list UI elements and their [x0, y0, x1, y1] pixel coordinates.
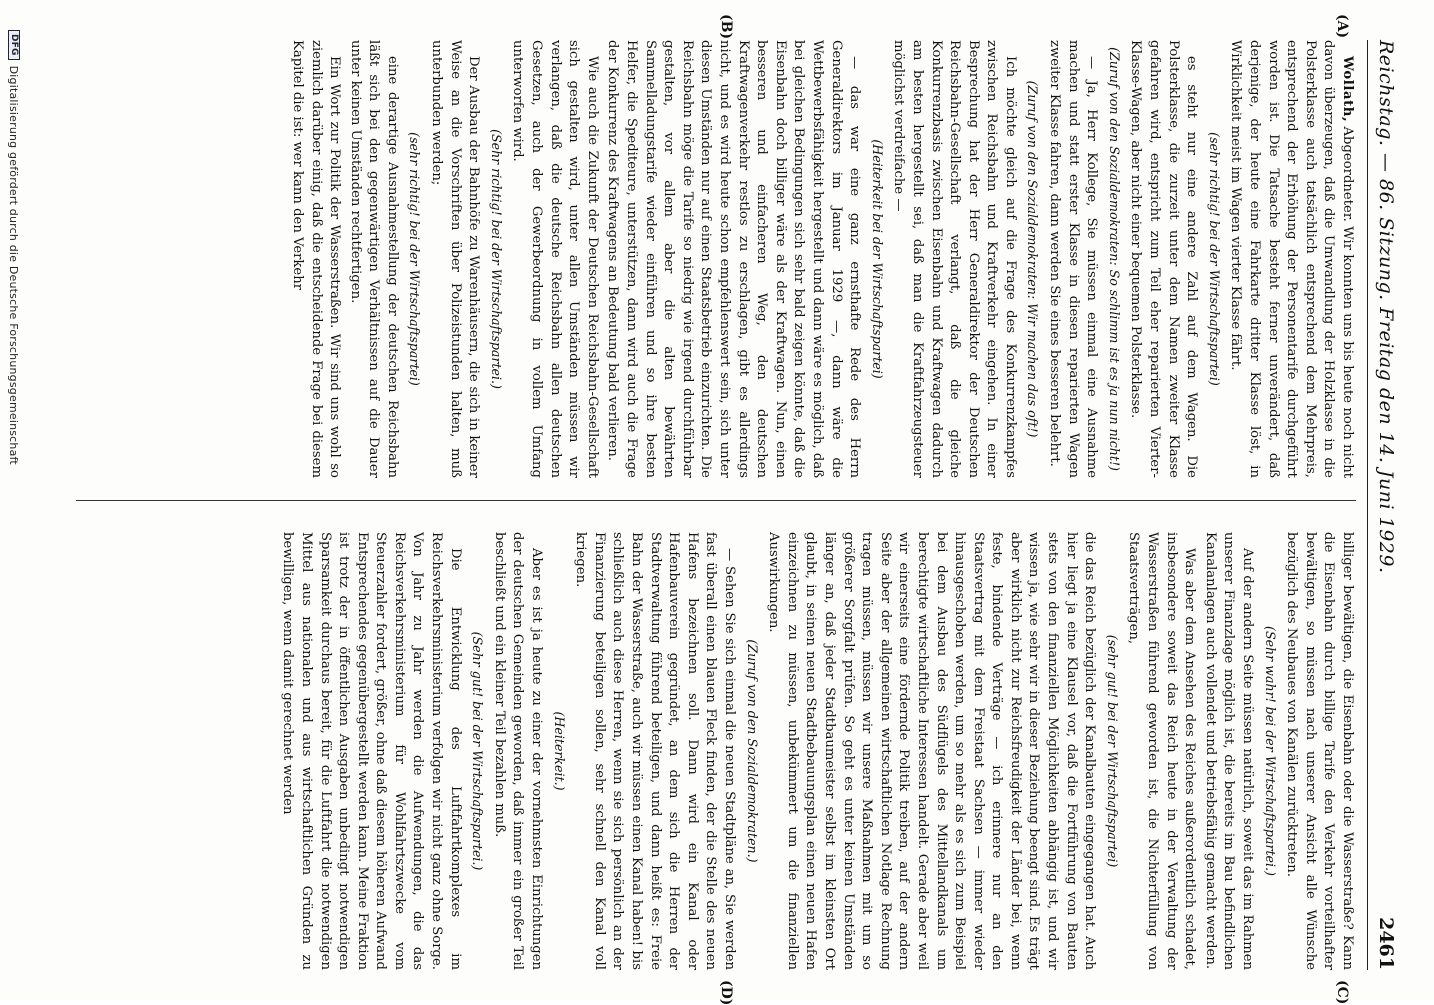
paragraph [603, 40, 863, 478]
paragraph-text: Was aber dem Ansehen des Reiches außerordentlich schadet, insbesondere soweit das Reich heute in der Verwaltung der Wasserstraßen führend geworden ist, die Nichterfüllung von Staatsverträgen, [1126, 532, 1198, 970]
stage-direction: (Zuruf von den Sozialdemokraten: So schlimm ist es ja nun nicht!) [1106, 47, 1122, 471]
margin-marker-d: (D) [718, 980, 734, 1005]
paragraph [1045, 40, 1101, 478]
paragraph [764, 532, 1099, 970]
paragraph [571, 532, 738, 970]
paragraph [1282, 532, 1356, 970]
credit-text: Digitalisierung gefördert durch die Deutsche Forschungsgemeinschaft [7, 65, 21, 465]
paragraph-text: Ich möchte gleich auf die Frage des Konkurrenzkampfes zwischen Reichsbahn und Kraftverkehr eingehen. In einer Besprechung hat der Herr Generaldirektor der Deutschen Reichsbahn-Gesellschaft verlangt, daß die gleiche Konkurrenzbasis zwischen Eisenbahn und Kraftwagen dadurch am besten hergestellt sei, daß man die Kraftfahrzeugsteuer möglichst verdreifache — [891, 40, 1018, 478]
paragraph-text: — Ja, Herr Kollege, Sie müssen einmal eine Ausnahme machen und statt erster Klasse in diesen reparierten Wagen zweiter Klasse fahren, dann werden Sie eines besseren belehrt. [1047, 40, 1100, 478]
paragraph-text: Abgeordneter. Wir konnten uns bis heute noch nicht davon überzeugen, daß die Umwandlung der Holzklasse in die Polsterklasse auch tatsächlich entsprechend dem Mehrpreis, entsprechend der Erhöhung der Personentarife durchgeführt worden ist. Die Tatsache besteht ferner unverändert, daß derjenige, der heute eine Fahrkarte dritter Klasse löst, in Wirklichkeit meist im Wagen vierter Klasse fährt. [1228, 40, 1355, 478]
digitization-credit [4, 30, 24, 970]
page-number: 2461 [1375, 917, 1397, 970]
paragraph-text: Wie auch die Zukunft der Deutschen Reichsbahn-Gesellschaft sich gestalten wird, unter allen Umständen müssen wir verlangen, daß die deutsche Reichsbahn allen deutschen Gesetzen, auch der Gewerbeordnung in vollem Umfang unterworfen wird. [510, 40, 600, 478]
header-title: Reichstag. — 86. Sitzung. Freitag den 14. Juni 1929. [1375, 40, 1397, 574]
paragraph [489, 532, 545, 970]
paragraph [1226, 40, 1356, 478]
paragraph [1124, 532, 1198, 970]
paragraph-text: die das Reich bezüglich der Kanalbauten eingegangen hat. Auch hier liegt ja eine Klausel vor, daß die Fortführung von Bauten stets von den finanziellen Möglichkeiten abhängig ist, und wir wissen ja, wie sehr wir in dieser Beziehung beengt sind. Es trägt aber wirklich nicht zur Reichsfreudigkeit der Länder bei, wenn feste, bindende Verträge — ich erinnere nur an den Staatsvertrag mit dem Freistaat Sachsen — immer wieder hinausgeschoben werden, um so mehr als es sich zum Beispiel bei dem Ausbau des Südflügels des Mittellandkanals um berechtigte wirtschaftliche Interessen handelt. Gerade aber weil wir einerseits eine fördernde Politik treiben, auf der andern Seite aber der allgemeinen wirtschaftlichen Notlage Rechnung tragen müssen, müssen wir unsere Maßnahmen mit um so größerer Sorgfalt prüfen. So geht es unter keinen Umständen länger an, daß jeder Stadtbaumeister selbst im kleinsten Ort glaubt, in seinen neuen Stadtbebauungsplan einen neuen Hafen einzeichnen zu müssen, unbekümmert um die finanziellen Auswirkungen. [766, 532, 1098, 970]
paragraph-text: billiger bewältigen, die Eisenbahn oder die Wasserstraße? Kann die Eisenbahn durch billige Tarife den Verkehr vorteilhafter bewältigen, so müssen nach unserer Ansicht alle Wünsche bezüglich des Neubaues von Kanälen zurücktreten. [1284, 532, 1355, 970]
paragraph [889, 40, 1019, 478]
paragraph [278, 532, 464, 970]
paragraph [345, 40, 401, 478]
paragraph-text: Ein Wort zur Politik der Wasserstraßen. Wir sind uns wohl so ziemlich darüber einig, daß die entscheidende Frage bei diesem Kapitel die ist: wer kann den Verkehr [289, 40, 343, 478]
stage-direction: (Heiterkeit.) [551, 711, 567, 791]
paragraph [1200, 532, 1256, 970]
stage-direction: (Sehr richtig! bei der Wirtschaftspartei.) [488, 129, 504, 389]
paragraph-text: es steht nur eine andere Zahl auf dem Wagen. Die Polsterklasse, die zurzeit unter dem Namen zweiter Klasse gefahren wird, entspricht zum Teil eher reparierten Vierter-Klasse-Wagen, aber nicht einer bequemen Polsterklasse. [1128, 40, 1200, 478]
right-column [56, 532, 1356, 970]
stage-direction: (sehr richtig! bei der Wirtschaftspartei) [407, 132, 423, 386]
column-divider [76, 500, 1356, 501]
stage-direction: (Zuruf von den Sozialdemokraten: Wir machen das oft!) [1025, 80, 1041, 438]
stage-direction: (Heiterkeit bei der Wirtschaftspartei) [869, 139, 885, 379]
paragraph-text: Der Ausbau der Bahnhöfe zu Warenhäusern, die sich in keiner Weise an die Vorschriften über Polizeistunden halten, muß unterbunden werden; [429, 40, 482, 478]
dfg-logo: DFG [8, 30, 20, 60]
paragraph-text: — Sehen Sie sich einmal die neuen Stadtpläne an, Sie werden fast überall einen blauen Fleck finden, der die Stelle des neuen Hafens bezeichnen soll. Dann wird ein Kanal oder Hafenbauverein gegründet, an dem sich die Herren der Stadtverwaltung führend beteiligen, und dann heißt es: Freie Bahn der Wasserstraße, auch wir müssen einen Kanal haben! bis schließlich auch diese Herren, wenn sie sich persönlich an der Finanzierung beteiligen sollen, sehr schnell den Kanal voll kriegen. [573, 532, 737, 970]
stage-direction: (Zuruf von den Sozialdemokraten.) [744, 639, 760, 863]
paragraph-text: Die Entwicklung des Luftfahrtkomplexes im Reichsverkehrsministerium verfolgen wir nicht ganz ohne Sorge. Von Jahr zu Jahr werden die Aufwendungen, die das Reichsverkehrsministerium für Wohlfahrtszwecke vom Steuerzahler fordert, größer, ohne daß diesem höheren Aufwand Entsprechendes gegenübergestellt werden kann. Meine Fraktion ist trotz der in öffentlichen Ausgaben unbedingt notwendigen Sparsamkeit durchaus bereit, für die Luftfahrt die notwendigen Mittel aus nationalen und aus wirtschaftlichen Gründen zu bewilligen, wenn damit gerechnet werden [280, 532, 463, 970]
paragraph-text: — das war eine ganz ernsthafte Rede des Herrn Generaldirektors im Januar 1929 —, dann wäre die Wettbewerbsfähigkeit hergestellt und dann wäre es möglich, daß bei gleichen Bedingungen sich sehr bald zeigen könnte, daß die Eisenbahn doch billiger wäre als der Kraftwagen. Nun, einen besseren und einfacheren Weg, den deutschen Kraftwagenverkehr restlos zu erschlagen, gibt es allerdings nicht, und es wird heute schon empfehlenswert sein, sich unter diesen Umständen nur auf einen Staatsbetrieb einzurichten. Die Reichsbahn möge die Tarife so niedrig wie irgend durchführbar gestalten, vor allem aber die alten bewährten Sammelladungstarife wieder einführen und so ihre besten Helfer, die Spediteure, unterstützen, dann wird auch die Frage der Konkurrenz des Kraftwagens an Bedeutung bald verlieren. [605, 40, 863, 478]
page-header [1367, 40, 1404, 970]
paragraph-text: Auf der andern Seite müssen natürlich, soweit das im Rahmen unserer Finanzlage möglich ist, die bereits im Bau befindlichen Kanalanlagen auch vollendet und betriebsfähig gemacht werden. [1202, 532, 1256, 970]
stage-direction: (Sehr gut! bei der Wirtschaftspartei.) [470, 631, 486, 871]
paragraph [287, 40, 343, 478]
paragraph [1126, 40, 1200, 478]
stage-direction: (sehr richtig! bei der Wirtschaftspartei) [1206, 132, 1222, 386]
paragraph-text: Aber es ist ja heute zu einer der vornehmsten Einrichtungen der deutschen Gemeinden geworden, daß immer ein großer Teil beschließt und ein kleiner Teil bezahlen muß. [491, 532, 545, 970]
stage-direction: (Sehr wahr! bei der Wirtschaftspartei.) [1262, 626, 1278, 876]
margin-marker-a: (A) [1334, 14, 1350, 39]
paragraph [508, 40, 601, 478]
left-column [56, 40, 1356, 478]
paragraph [427, 40, 483, 478]
margin-marker-c: (C) [1334, 980, 1350, 1005]
paragraph-text: eine derartige Ausnahmestellung der deutschen Reichsbahn läßt sich bei den gegenwärtigen Verhältnissen auf die Dauer unter keinen Umständen rechtfertigen. [347, 40, 400, 478]
stage-direction: (sehr gut! bei der Wirtschaftspartei) [1104, 634, 1120, 868]
margin-marker-b: (B) [718, 14, 734, 40]
speaker-name: Wollath, [1340, 56, 1355, 123]
